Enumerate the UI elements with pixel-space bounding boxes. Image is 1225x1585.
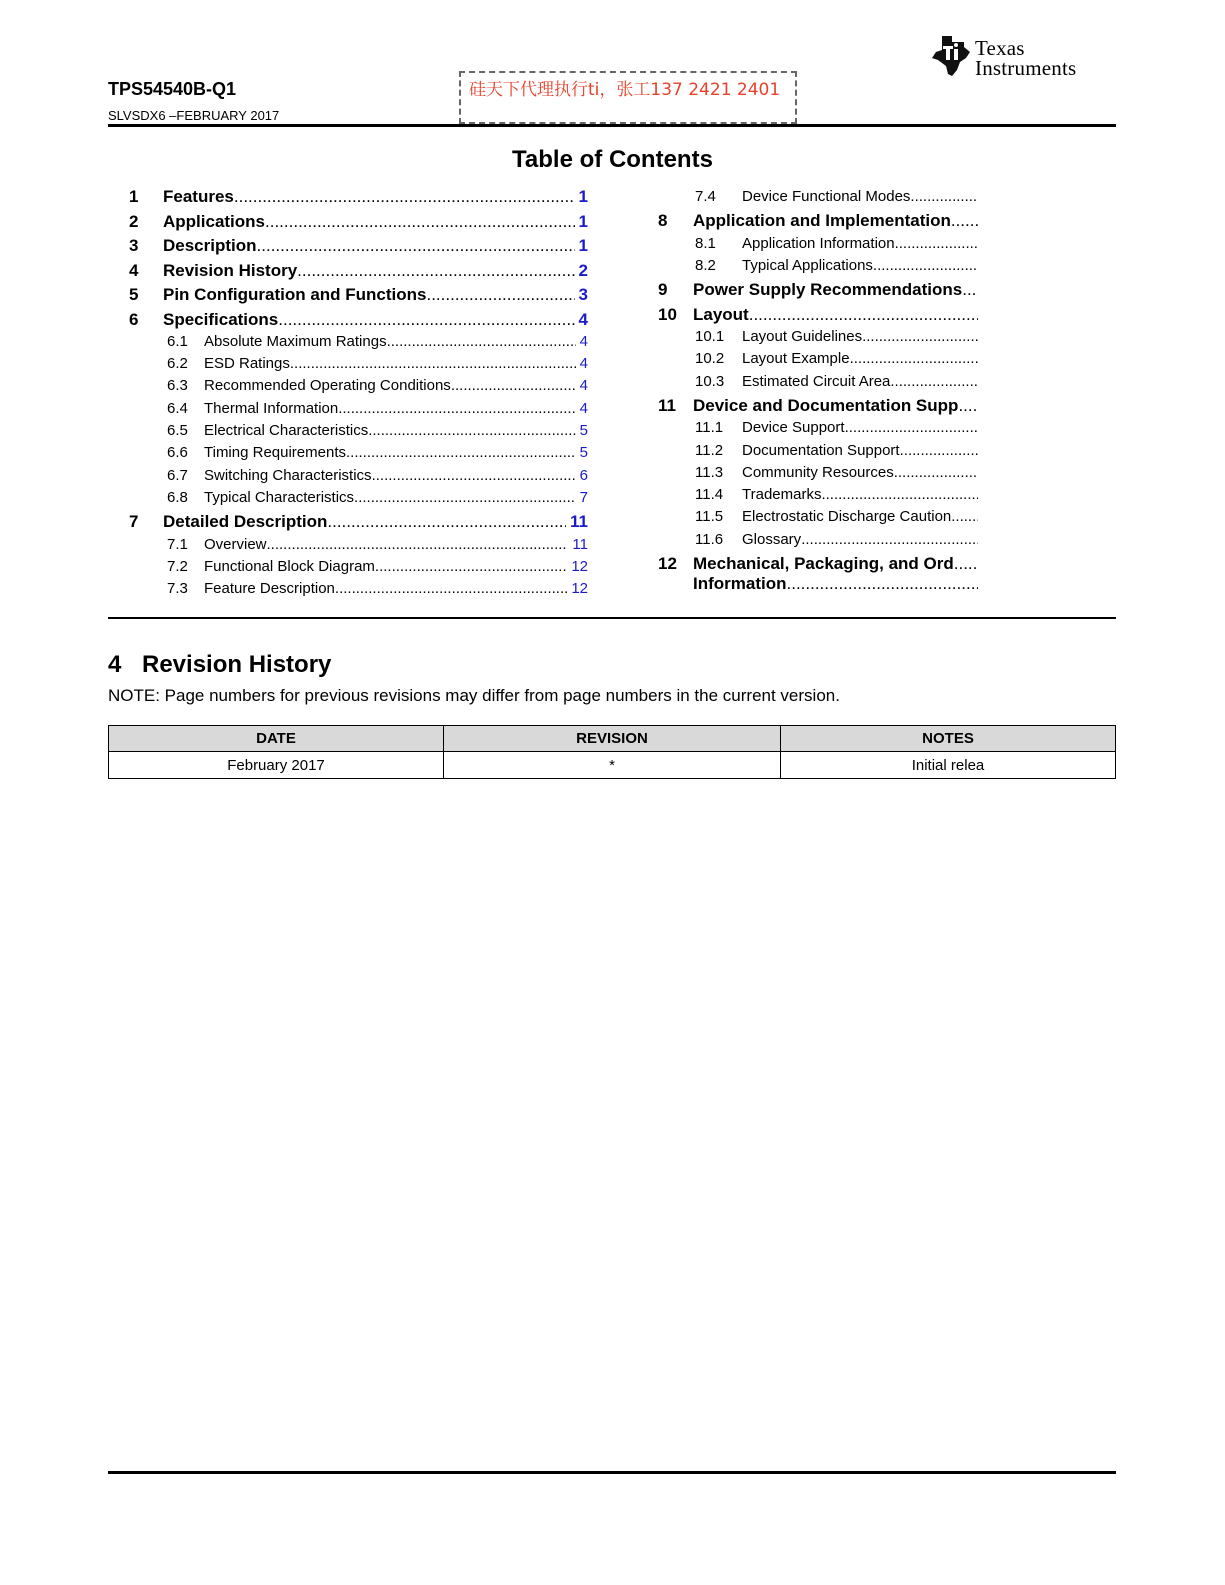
toc-entry-label: Detailed Description [163,512,328,532]
toc-entry-label: Power Supply Recommendations [693,280,963,300]
toc-entry-label: Typical Characteristics [204,488,355,506]
toc-dot-leader [290,355,576,372]
toc-entry-label: Documentation Support [742,441,900,459]
section-title: Revision History [142,651,332,678]
toc-dot-leader [375,558,567,575]
toc-dot-leader [821,486,978,503]
toc-entry-number: 2 [129,211,139,231]
toc-entry[interactable] [695,442,978,462]
toc-page-link[interactable]: 7 [579,488,588,506]
toc-entry-label: Estimated Circuit Area [742,372,891,390]
toc-page-link[interactable]: 1 [578,211,588,231]
toc-page-link[interactable]: 4 [579,399,588,417]
toc-dot-leader [900,442,978,459]
table-header-row [109,726,1116,752]
ti-state-icon [930,34,972,78]
toc-dot-leader [845,419,978,436]
toc-entry-label: Specifications [163,309,279,329]
toc-entry[interactable] [658,396,978,418]
toc-entry[interactable] [658,280,978,302]
cell-date: February 2017 [109,752,444,779]
toc-dot-leader [267,536,569,553]
toc-page-link[interactable]: 11 [572,535,588,553]
toc-dot-leader [787,574,979,594]
ti-logo [930,34,1120,82]
toc-entry-label: Trademarks [742,486,822,504]
toc-entry-number: 8.1 [695,234,716,252]
toc-entry[interactable] [695,373,978,393]
toc-entry-number: 9 [658,280,668,300]
toc-entry-label: Absolute Maximum Ratings [204,332,387,350]
toc-dot-leader [890,373,978,390]
toc-page-link[interactable]: 5 [579,422,588,439]
toc-page-link[interactable]: 11 [570,512,588,532]
table-row [109,752,1116,779]
toc-entry-number: 6 [129,309,139,329]
toc-entry[interactable] [129,512,588,534]
toc-entry-label: Application and Implementation [693,211,951,231]
toc-entry-label: Mechanical, Packaging, and Ord [693,554,954,573]
toc-entry[interactable] [695,531,978,551]
toc-entry-label: Applications [163,211,266,231]
toc-entry[interactable] [695,486,978,506]
toc-entry[interactable] [695,257,978,277]
toc-entry-number: 6.7 [167,466,188,484]
toc-entry[interactable] [129,212,588,234]
toc-entry-number: 4 [129,260,139,280]
toc-entry-label: Switching Characteristics [204,466,372,484]
toc-dot-leader [951,211,978,231]
toc-dot-leader [801,531,978,548]
toc-entry-number: 3 [129,236,139,255]
toc-entry[interactable] [167,333,588,353]
toc-entry-number: 6.1 [167,332,188,350]
toc-entry-label: Typical Applications [742,256,873,274]
logo-text-line-1: Texas [975,36,1025,60]
toc-entry-label: Timing Requirements [204,444,346,462]
toc-entry-number: 10.2 [695,350,725,368]
toc-page-link[interactable]: 12 [571,580,588,598]
toc-entry-label: Description [163,236,257,255]
toc-entry[interactable] [167,355,588,375]
toc-entry-label: Thermal Information [204,399,339,417]
toc-entry-label: Overview [204,535,267,553]
toc-page-link[interactable]: 12 [571,557,588,575]
toc-entry-number: 6.2 [167,355,188,373]
toc-entry-label: Electrostatic Discharge Caution [742,508,952,526]
toc-dot-leader [749,305,978,325]
toc-entry-label: Recommended Operating Conditions [204,377,451,395]
toc-page-link[interactable]: 1 [578,236,588,255]
distributor-stamp: 硅天下代理执行ti，张工137 2421 2401 [459,71,797,124]
toc-entry[interactable] [695,350,978,370]
toc-dot-leader [962,280,978,300]
toc-entry-number: 8 [658,211,668,231]
toc-page-link[interactable]: 4 [579,377,588,395]
toc-entry[interactable] [695,508,978,528]
toc-dot-leader [954,554,978,574]
toc-entry[interactable] [167,400,588,420]
toc-entry-label: Device and Documentation Supp [693,395,959,415]
toc-entry[interactable] [658,574,978,596]
toc-entry-label: Device Support [742,419,845,437]
toc-entry-number: 7.3 [167,580,188,598]
toc-entry-number: 7.1 [167,535,188,553]
toc-entry-label: Revision History [163,260,298,280]
toc-entry[interactable] [658,211,978,233]
toc-entry[interactable] [167,558,588,578]
toc-page-link[interactable]: 2 [578,260,588,280]
toc-entry-label: Feature Description [204,580,335,598]
toc-dot-leader [850,350,978,367]
toc-entry-number: 6.5 [167,422,188,439]
logo-text-line-2: Instruments [975,56,1077,80]
toc-entry[interactable] [167,422,588,442]
section-number: 4 [108,651,122,678]
toc-entry-label: Device Functional Modes [742,188,911,205]
toc-dot-leader [958,396,978,416]
toc-dot-leader [894,464,978,481]
toc-entry-number: 1 [129,187,139,206]
toc-dot-leader [862,328,978,345]
toc-entry[interactable] [167,489,588,509]
toc-entry-label: Layout [693,304,749,324]
toc-entry-number: 8.2 [695,256,716,274]
document-part-number: TPS54540B-Q1 [108,79,237,99]
toc-dot-leader [426,285,574,305]
footer-divider [108,1471,1116,1474]
toc-dot-leader [387,333,576,350]
toc-entry-label: Features [163,187,234,206]
toc-entry-number: 11.2 [695,441,724,459]
toc-page-link[interactable]: 4 [579,332,588,350]
toc-entry-number: 11.5 [695,508,724,526]
toc-entry-label: Layout Guidelines [742,328,863,345]
toc-dot-leader [873,257,978,274]
toc-dot-leader [372,467,576,484]
toc-entry-label: Community Resources [742,463,894,481]
toc-entry[interactable] [695,188,978,208]
toc-entry-label: Functional Block Diagram [204,557,375,575]
toc-entry[interactable] [695,235,978,255]
toc-dot-leader [895,235,978,252]
toc-entry[interactable] [129,261,588,283]
toc-page-link[interactable]: 4 [578,309,588,329]
toc-entry-number: 6.6 [167,444,188,462]
toc-entry[interactable] [695,328,978,348]
toc-entry-number: 7.4 [695,188,716,205]
toc-dot-leader [327,512,566,532]
toc-dot-leader [265,212,575,232]
toc-title: Table of Contents [512,146,713,173]
toc-page-link[interactable]: 3 [578,285,588,304]
toc-dot-leader [354,489,576,506]
toc-entry[interactable] [129,187,588,209]
toc-page-link[interactable]: 4 [579,355,588,373]
toc-dot-leader [346,444,576,461]
toc-page-link[interactable]: 6 [579,466,588,484]
toc-entry-number: 11.3 [695,463,724,481]
toc-entry-number: 7 [129,512,139,532]
toc-entry-label: Electrical Characteristics [204,422,369,439]
revision-table [108,725,1116,779]
header-divider [108,124,1116,127]
toc-entry[interactable] [658,305,978,327]
toc-entry[interactable] [167,580,588,600]
toc-entry-number: 11.1 [695,419,724,437]
toc-entry[interactable] [167,444,588,464]
toc-entry-label: Application Information [742,234,895,252]
toc-entry[interactable] [167,377,588,397]
toc-entry-number: 6.3 [167,377,188,395]
column-header-date: DATE [109,726,444,752]
toc-entry-number: 11.6 [695,530,724,548]
column-header-revision: REVISION [444,726,781,752]
toc-entry[interactable] [129,285,588,307]
toc-entry[interactable] [129,236,588,258]
document-revision-date: SLVSDX6 –FEBRUARY 2017 [108,108,280,123]
toc-dot-leader [451,377,576,394]
toc-entry-number: 11 [658,395,676,415]
toc-dot-leader [257,236,575,256]
cell-revision: * [444,752,781,779]
toc-dot-leader [234,187,575,207]
toc-entry[interactable] [167,536,588,556]
toc-entry-number: 10 [658,304,677,324]
toc-entry-number: 7.2 [167,557,188,575]
toc-entry-number: 10.3 [695,372,725,390]
toc-dot-leader [910,188,978,205]
toc-dot-leader [278,310,574,330]
toc-entry-number: 6.4 [167,399,188,417]
toc-entry-number: 5 [129,285,139,304]
toc-entry-number: 6.8 [167,488,188,506]
toc-entry-label: ESD Ratings [204,355,290,373]
section-heading [108,651,331,679]
cell-notes: Initial relea [781,752,1116,779]
toc-entry-number: 12 [658,554,677,573]
toc-entry-number: 11.4 [695,486,724,504]
toc-dot-leader [297,261,574,281]
toc-entry[interactable] [695,419,978,439]
toc-divider [108,617,1116,619]
toc-dot-leader [338,400,575,417]
toc-page-link[interactable]: 1 [578,187,588,206]
toc-entry-label: Glossary [742,530,802,548]
toc-entry-label: Information [693,574,787,593]
toc-entry-number: 10.1 [695,328,725,345]
toc-entry[interactable] [129,310,588,332]
toc-entry[interactable] [658,554,978,576]
toc-dot-leader [335,580,567,597]
revision-note: NOTE: Page numbers for previous revisions may differ from page numbers in the current version. [108,686,840,705]
toc-entry[interactable] [167,467,588,487]
toc-entry[interactable] [695,464,978,484]
toc-entry-label: Layout Example [742,350,850,368]
column-header-notes: NOTES [781,726,1116,752]
toc-dot-leader [951,508,978,525]
toc-page-link[interactable]: 5 [579,444,588,462]
toc-entry-label: Pin Configuration and Functions [163,285,427,304]
toc-dot-leader [368,422,575,439]
